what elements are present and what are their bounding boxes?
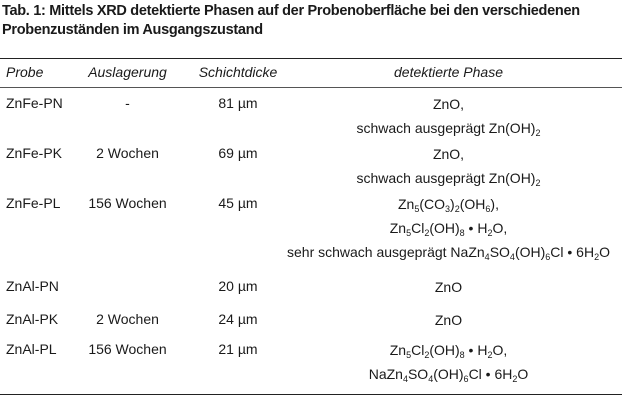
phase-line: $Zn_5(CO_3)_2(OH_6)$, xyxy=(398,196,499,214)
cell-phase xyxy=(275,309,622,333)
table-header-rule xyxy=(0,87,622,88)
phase-line: schwach ausgeprägt $Zn(OH)_2$ xyxy=(356,170,541,188)
phase-line: ZnO xyxy=(434,279,463,295)
table-bottom-rule xyxy=(0,394,622,395)
cell-phase xyxy=(275,93,622,141)
cell-phase xyxy=(275,193,622,265)
phase-line: ZnO, xyxy=(432,146,465,162)
cell-auslagerung: 156 Wochen xyxy=(88,195,167,211)
cell-schichtdicke: 81 µm xyxy=(218,95,258,111)
phase-line: $Zn_5Cl_2(OH)_8$ • $H_2O$, xyxy=(389,220,508,238)
cell-phase xyxy=(275,339,622,387)
cell-probe: ZnAl-PL xyxy=(6,341,57,357)
cell-probe: ZnFe-PK xyxy=(6,145,63,161)
phase-line: $Zn_5Cl_2(OH)_8$ • $H_2O$, xyxy=(389,342,508,360)
cell-schichtdicke: 24 µm xyxy=(218,311,258,327)
table-top-rule xyxy=(0,58,622,59)
phase-line: schwach ausgeprägt $Zn(OH)_2$ xyxy=(356,120,541,138)
cell-probe: ZnFe-PL xyxy=(6,195,61,211)
phase-line: ZnO xyxy=(434,312,463,328)
table-caption xyxy=(2,2,620,40)
phase-line: $NaZn_4SO_4(OH)_6Cl$ • $6H_2O$ xyxy=(368,366,529,384)
cell-probe: ZnAl-PN xyxy=(6,278,59,294)
caption-line-1: Tab. 1: Mittels XRD detektierte Phasen auf der Probenoberfläche bei den verschiedenen xyxy=(2,3,580,19)
header-detektierte-phase: detektierte Phase xyxy=(394,64,503,80)
cell-schichtdicke: 69 µm xyxy=(218,145,258,161)
cell-auslagerung: 2 Wochen xyxy=(96,311,159,327)
header-schichtdicke: Schichtdicke xyxy=(198,64,278,80)
phase-line: sehr schwach ausgeprägt $NaZn_4SO_4(OH)_6Cl$ • $6H_2O$ xyxy=(287,244,610,262)
cell-auslagerung: 156 Wochen xyxy=(88,341,167,357)
cell-auslagerung: - xyxy=(125,95,130,111)
header-auslagerung: Auslagerung xyxy=(88,64,167,80)
cell-schichtdicke: 21 µm xyxy=(218,341,258,357)
cell-probe: ZnFe-PN xyxy=(6,95,63,111)
cell-phase xyxy=(275,143,622,191)
cell-probe: ZnAl-PK xyxy=(6,311,59,327)
caption-line-2: Probenzuständen im Ausgangszustand xyxy=(2,22,263,38)
header-probe: Probe xyxy=(6,64,44,80)
cell-phase xyxy=(275,276,622,300)
cell-schichtdicke: 20 µm xyxy=(218,278,258,294)
phase-line: ZnO, xyxy=(432,96,465,112)
cell-auslagerung: 2 Wochen xyxy=(96,145,159,161)
cell-schichtdicke: 45 µm xyxy=(218,195,258,211)
